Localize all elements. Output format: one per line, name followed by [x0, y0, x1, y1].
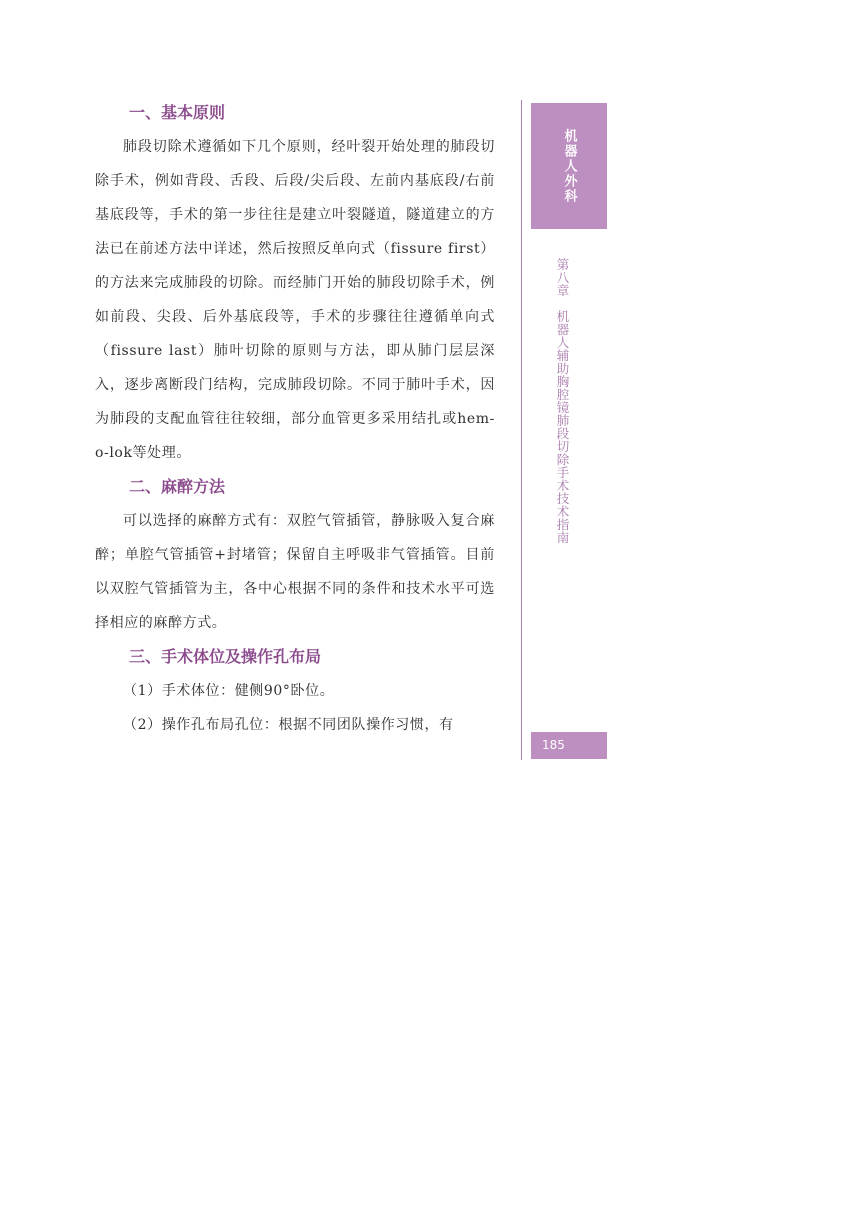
main-text-column: [95, 96, 495, 742]
position-item-1: （1）手术体位：健侧90°卧位。: [123, 683, 335, 699]
page-number-box: [531, 732, 607, 759]
position-item-2: （2）操作孔布局孔位：根据不同团队操作习惯，有: [123, 717, 454, 733]
section-heading-anesthesia: 二、麻醉方法: [129, 477, 226, 496]
column-divider: [521, 100, 522, 760]
chapter-title-wrap: [531, 258, 593, 544]
section-heading-basic-principles: 一、基本原则: [129, 103, 226, 122]
anesthesia-paragraph: 可以选择的麻醉方式有：双腔气管插管，静脉吸入复合麻醉；单腔气管插管+封堵管；保留自主呼吸非气管插管。目前以双腔气管插管为主，各中心根据不同的条件和技术水平可选择相应的麻醉方式。: [95, 513, 495, 631]
book-title: 机器人外科: [561, 129, 577, 204]
basic-principles-paragraph: 肺段切除术遵循如下几个原则，经叶裂开始处理的肺段切除手术，例如背段、舌段、后段/尖后段、左前内基底段/右前基底段等，手术的第一步往往是建立叶裂隧道，隧道建立的方法已在前述方法中详述，然后按照反单向式（fissure first）的方法来完成肺段的切除。而经肺门开始的肺段切除手术，例如前段、尖段、后外基底段等，手术的步骤往往遵循单向式（fissure last）肺叶切除的原则与方法，即从肺门层层深入，逐步离断段门结构，完成肺段切除。不同于肺叶手术，因为肺段的支配血管往往较细，部分血管更多采用结扎或hem-o-lok等处理。: [95, 139, 495, 461]
book-title-tab: [531, 103, 607, 229]
page-number: 185: [542, 738, 565, 752]
book-title-wrap: [531, 129, 607, 204]
chapter-title: 第八章 机器人辅助胸腔镜肺段切除手术技术指南: [555, 258, 570, 544]
section-heading-position-and-ports: 三、手术体位及操作孔布局: [129, 647, 322, 666]
